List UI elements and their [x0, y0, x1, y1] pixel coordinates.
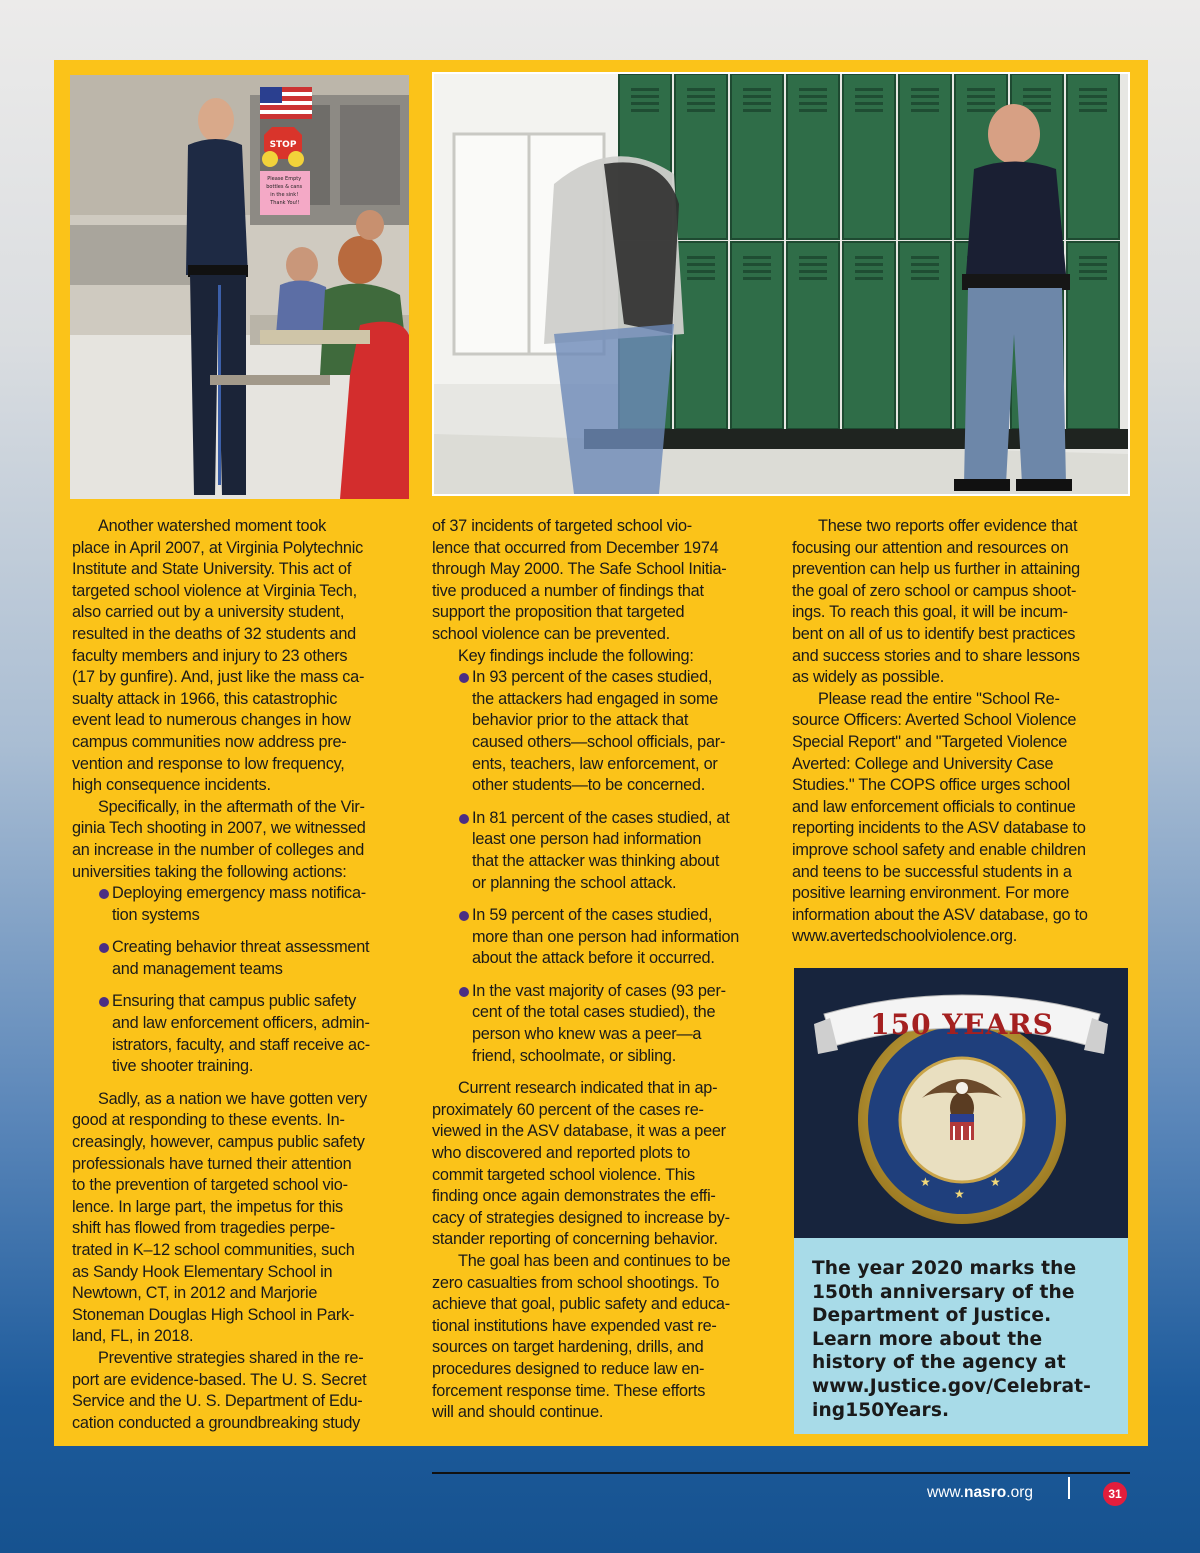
stop-sign-text: STOP: [269, 140, 297, 150]
list-item: Ensuring that campus public safety and law enforcement officers, admin- istrators, faculty, and staff receive ac- tive shooter training.: [72, 991, 412, 1077]
bullet-list: [72, 883, 412, 1078]
paragraph: of 37 incidents of targeted school vio- lence that occurred from December 1974 through May 2000. The Safe School Initia- tive produced a number of findings that support the proposition that targeted school violence can be prevented.: [432, 517, 727, 643]
svg-text:★: ★: [954, 1187, 965, 1201]
photo-officer-cafeteria: [70, 75, 409, 499]
footer-url-brand: nasro: [964, 1484, 1007, 1501]
paragraph: These two reports offer evidence that focusing our attention and resources on prevention can help us further in attaining the goal of zero school or campus shoot- ings. To reach this goal, it will be incum- bent on all of us to identify best practices and success stories and to share lessons as widely as possible.: [792, 517, 1080, 687]
bullet-list: [432, 667, 772, 1067]
paragraph: Specifically, in the aftermath of the Vir- ginia Tech shooting in 2007, we witnessed an increase in the number of colleges and universities taking the following actions:: [72, 797, 366, 881]
article-column-2: [432, 516, 772, 1424]
list-item: In 59 percent of the cases studied, more than one person had information about the attack before it occurred.: [432, 905, 772, 970]
paragraph: Preventive strategies shared in the re- port are evidence-based. The U. S. Secret Service and the U. S. Department of Edu- cation conducted a groundbreaking study: [72, 1348, 367, 1432]
svg-text:Please Empty bottles & c: Please Empty bottles & cans in the sink! Thank You!!: [266, 176, 303, 206]
anniversary-text: The year 2020 marks the 150th anniversary of the Department of Justice. Learn more about the history of the agency at www.Justice.gov/Celebrat- ing150Years.: [812, 1258, 1091, 1421]
list-item: In the vast majority of cases (93 per- cent of the total cases studied), the person who knew was a peer—a friend, schoolmate, or sibling.: [432, 981, 772, 1067]
footer-url[interactable]: [927, 1484, 1033, 1502]
footer-url-prefix: www.: [927, 1484, 965, 1501]
list-item: Deploying emergency mass notifica- tion systems: [72, 883, 412, 926]
doj-seal-graphic: [794, 968, 1128, 1238]
article-column-3: [792, 516, 1137, 948]
paragraph: Another watershed moment took place in April 2007, at Virginia Polytechnic Institute and State University. This act of targeted school violence at Virginia Tech, also carried out by a university student, resulted in the deaths of 32 students and faculty members and injury to 23 others (17 by gunfire). And, just like the mass ca- sualty attack in 1966, this catastrophic event lead to numerous changes in how campus communities now address pre- vention and response to low frequency, high consequence incidents.: [72, 517, 365, 795]
footer-divider: [1068, 1477, 1070, 1499]
paragraph: Key findings include the following:: [458, 646, 694, 665]
seal-banner-text: 150 YEARS: [870, 1008, 1054, 1041]
anniversary-info-box: [794, 1238, 1128, 1434]
article-column-1: [72, 516, 412, 1434]
flag-icon: [260, 87, 312, 119]
footer-rule: [432, 1472, 1130, 1474]
footer-url-suffix: .org: [1006, 1484, 1033, 1501]
svg-text:★: ★: [990, 1175, 1001, 1189]
page-number-badge: 31: [1103, 1482, 1127, 1506]
photo-officer-lockers: [432, 72, 1130, 496]
paragraph: Sadly, as a nation we have gotten very good at responding to these events. In- creasingly, however, campus public safety professionals have turned their attention to the prevention of targeted school vio- lence. In large part, the impetus for this shift has flowed from tragedies perpe- trated in K–12 school communities, such as Sandy Hook Elementary School in Newtown, CT, in 2012 and Marjorie Stoneman Douglas High School in Park- land, FL, in 2018.: [72, 1089, 367, 1346]
paragraph: Current research indicated that in ap- proximately 60 percent of the cases re- viewed in the ASV database, it was a peer who discovered and reported plots to commit targeted school violence. This finding once again demonstrates the effi- cacy of strategies designed to increase by- stander reporting of concerning behavior.: [432, 1079, 730, 1249]
svg-text:★: ★: [920, 1175, 931, 1189]
paragraph: Please read the entire "School Re- source Officers: Averted School Violence Special Report" and "Targeted Violence Averted: College and University Case Studies." The COPS office urges school and law enforcement officials to continue reporting incidents to the ASV database to improve school safety and enable children and teens to be successful students in a positive learning environment. For more information about the ASV database, go to www.avertedschoolviolence.org.: [792, 689, 1088, 946]
list-item: In 81 percent of the cases studied, at least one person had information that the attacker was thinking about or planning the school attack.: [432, 808, 772, 894]
list-item: Creating behavior threat assessment and management teams: [72, 937, 412, 980]
list-item: In 93 percent of the cases studied, the attackers had engaged in some behavior prior to the attack that caused others—school officials, par- ents, teachers, law enforcement, or other students—to be concerned.: [432, 667, 772, 797]
paragraph: The goal has been and continues to be zero casualties from school shootings. To achieve that goal, public safety and educa- tional institutions have expended vast re- sources on target hardening, drills, and procedures designed to reduce law en- forcement response time. These efforts will and should continue.: [432, 1252, 731, 1422]
